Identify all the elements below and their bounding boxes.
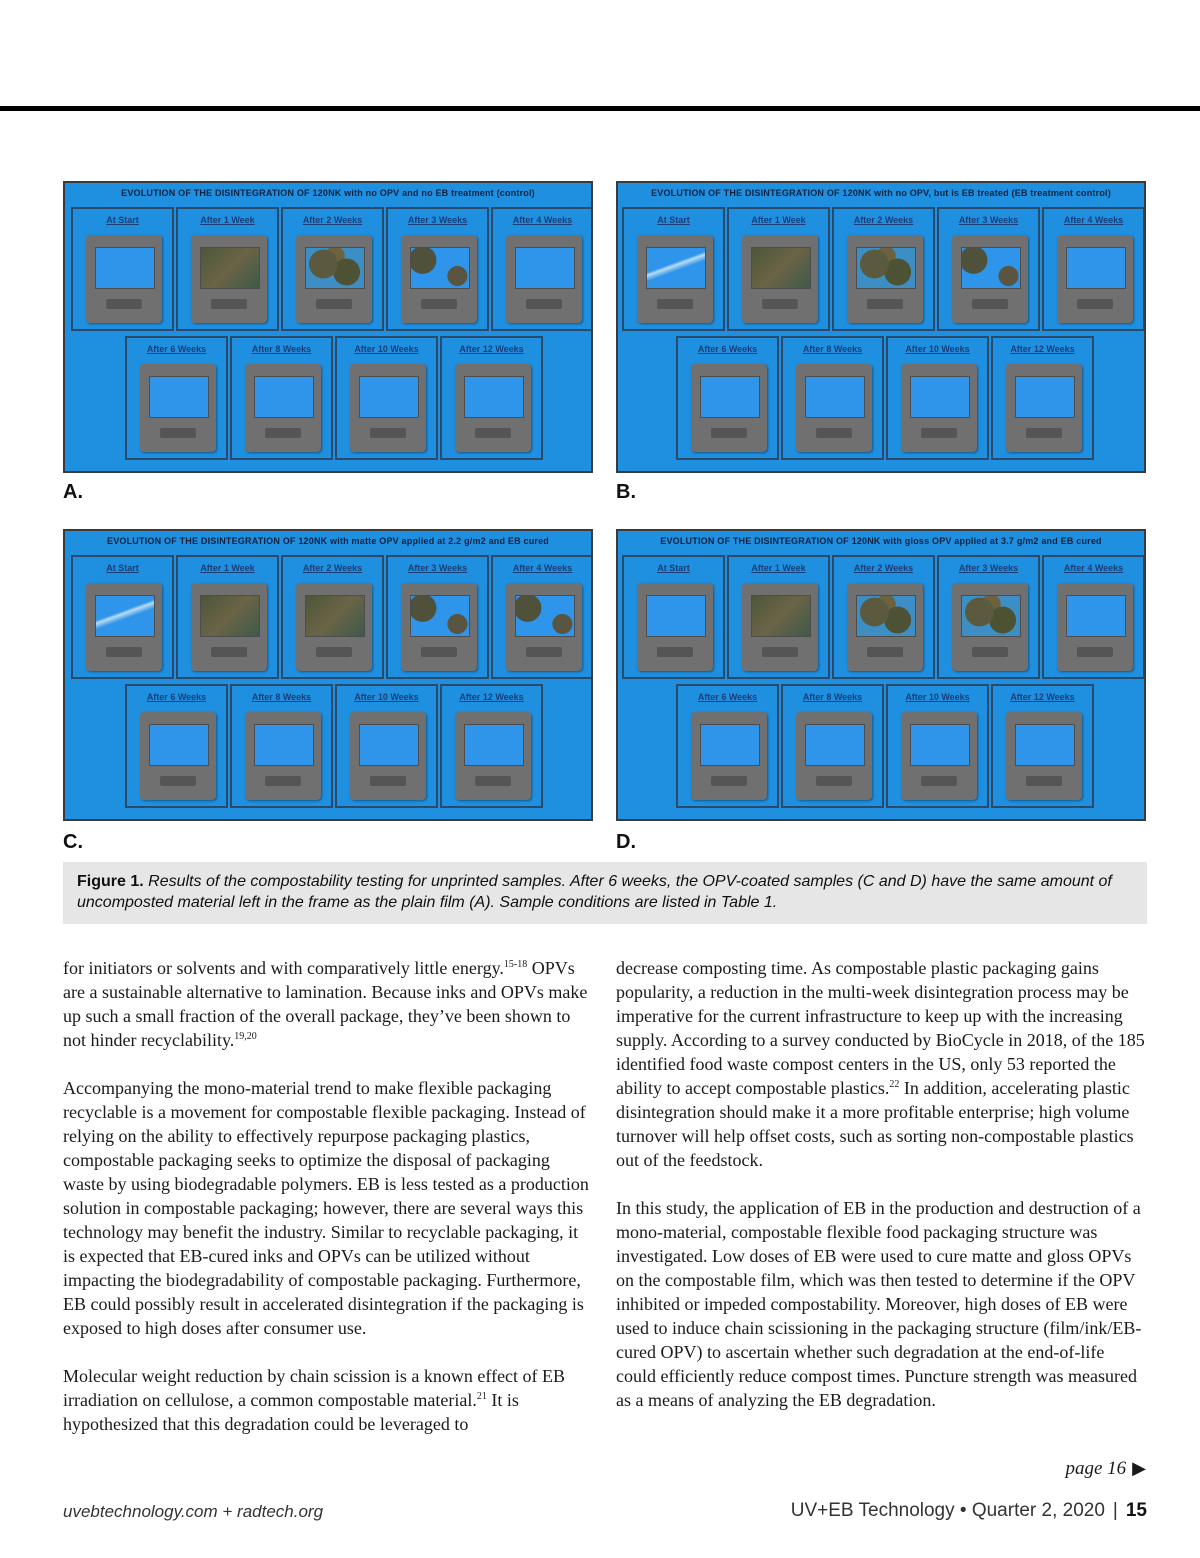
slide-frame	[1057, 235, 1133, 323]
sample-window	[95, 247, 155, 289]
cell-label: After 6 Weeks	[697, 344, 758, 354]
slide-frame	[350, 712, 426, 800]
panel-row-2	[125, 684, 545, 808]
sample-cell	[832, 207, 935, 331]
left-column	[63, 956, 593, 1460]
sample-cell	[176, 207, 279, 331]
panel-row-2	[125, 336, 545, 460]
cell-label: After 1 Week	[200, 563, 255, 573]
sample-window	[464, 724, 524, 766]
sample-window	[95, 595, 155, 637]
slide-frame	[901, 364, 977, 452]
slide-frame	[86, 583, 162, 671]
sample-cell	[886, 684, 989, 808]
panel-letter-b: B.	[616, 481, 636, 503]
right-column	[616, 956, 1146, 1436]
sample-cell	[727, 207, 830, 331]
figure-panel-c	[63, 529, 593, 821]
panel-title: EVOLUTION OF THE DISINTEGRATION OF 120NK with gloss OPV applied at 3.7 g/m2 and EB cured	[660, 536, 1102, 546]
paragraph: Molecular weight reduction by chain scission is a known effect of EB irradiation on cellulose, a common compostable material.$^{21}$ It is hypothesized that this degradation could be leveraged to	[63, 1366, 566, 1434]
citation: 22	[889, 1079, 900, 1090]
sample-window	[1015, 724, 1075, 766]
cell-label: After 12 Weeks	[459, 344, 524, 354]
panel-row-2	[676, 336, 1096, 460]
sample-window	[910, 376, 970, 418]
cell-label: After 8 Weeks	[802, 344, 863, 354]
panel-letter-d: D.	[616, 831, 636, 853]
citation: 19,20	[234, 1031, 257, 1042]
sample-window	[646, 595, 706, 637]
slide-frame	[191, 235, 267, 323]
slide-frame	[191, 583, 267, 671]
figure-panel-d	[616, 529, 1146, 821]
sample-cell	[71, 555, 174, 679]
sample-cell	[676, 684, 779, 808]
sample-cell	[491, 555, 593, 679]
slide-frame	[506, 235, 582, 323]
sample-window	[149, 376, 209, 418]
cell-label: After 4 Weeks	[1063, 563, 1124, 573]
slide-frame	[140, 364, 216, 452]
top-rule	[0, 106, 1200, 111]
cell-label: After 3 Weeks	[407, 215, 468, 225]
cell-label: After 10 Weeks	[905, 344, 970, 354]
sample-cell	[781, 684, 884, 808]
slide-frame	[350, 364, 426, 452]
citation: 21	[476, 1391, 487, 1402]
sample-cell	[781, 336, 884, 460]
cell-label: After 6 Weeks	[697, 692, 758, 702]
slide-frame	[86, 235, 162, 323]
caption-label: Figure 1.	[77, 873, 144, 890]
sample-window	[856, 247, 916, 289]
sample-window	[805, 376, 865, 418]
panel-title: EVOLUTION OF THE DISINTEGRATION OF 120NK with no OPV, but is EB treated (EB treatment control)	[651, 188, 1111, 198]
cell-label: At Start	[106, 215, 139, 225]
slide-frame	[952, 235, 1028, 323]
sample-cell	[230, 684, 333, 808]
cell-label: After 6 Weeks	[146, 692, 207, 702]
sample-window	[700, 724, 760, 766]
paragraph: decrease composting time. As compostable plastic packaging gains popularity, a reduction in the multi-week disintegration process may be imperative for the current infrastructure to keep up with the increasing supply. According to a survey conducted by BioCycle in 2018, of the 185 identified food waste compost centers in the US, only 53 reported the ability to accept compostable plastics.$^{22}$ In addition, accelerating plastic disintegration should make it a more profitable enterprise; high volume turnover will help offset costs, such as sorting non-compostable plastics out of the feedstock.	[616, 958, 1145, 1170]
footer-websites: uvebtechnology.com + radtech.org	[63, 1502, 324, 1521]
panel-letter-c: C.	[63, 831, 83, 853]
sample-window	[359, 724, 419, 766]
panel-row-1	[71, 207, 593, 331]
cell-label: After 1 Week	[751, 563, 806, 573]
slide-frame	[401, 235, 477, 323]
sample-window	[515, 247, 575, 289]
slide-frame	[455, 364, 531, 452]
citation: 15-18	[503, 959, 528, 970]
sample-window	[1015, 376, 1075, 418]
sample-window	[149, 724, 209, 766]
sample-window	[856, 595, 916, 637]
slide-frame	[742, 235, 818, 323]
cell-label: After 1 Week	[751, 215, 806, 225]
cell-label: After 4 Weeks	[512, 215, 573, 225]
sample-window	[305, 247, 365, 289]
slide-frame	[691, 364, 767, 452]
cell-label: After 10 Weeks	[905, 692, 970, 702]
cell-label: After 12 Weeks	[1010, 692, 1075, 702]
sample-cell	[886, 336, 989, 460]
paragraph: for initiators or solvents and with comparatively little energy.$^{15-18}$ OPVs are a sustainable alternative to lamination. Because inks and OPVs make up such a small fraction of the overall package, they’ve been shown to not hinder recyclability.$^{19,20}$	[63, 958, 588, 1050]
slide-frame	[742, 583, 818, 671]
panel-row-1	[71, 555, 593, 679]
sample-cell	[281, 207, 384, 331]
sample-cell	[230, 336, 333, 460]
panel-row-1	[622, 207, 1146, 331]
panel-letter-a: A.	[63, 481, 83, 503]
cell-label: After 1 Week	[200, 215, 255, 225]
slide-frame	[1057, 583, 1133, 671]
sample-cell	[491, 207, 593, 331]
cell-label: After 8 Weeks	[251, 692, 312, 702]
panel-title: EVOLUTION OF THE DISINTEGRATION OF 120NK with no OPV and no EB treatment (control)	[121, 188, 535, 198]
sample-window	[646, 247, 706, 289]
sample-window	[1066, 247, 1126, 289]
slide-frame	[506, 583, 582, 671]
sample-cell	[386, 555, 489, 679]
slide-frame	[847, 583, 923, 671]
paragraph: Accompanying the mono-material trend to make flexible packaging recyclable is a movement for compostable flexible packaging. Instead of relying on the ability to effectively repurpose packaging plastics, compostable packaging seeks to optimize the disposal of packaging waste by using biodegradable polymers. EB is less tested as a production solution in compostable packaging; however, there are several ways this technology may benefit the industry. Similar to recyclable packaging, it is expected that EB-cured inks and OPVs can be utilized without impacting the biodegradability of compostable packaging. Furthermore, EB could possibly result in accelerated disintegration if the packaging is exposed to high doses after consumer use.	[63, 1078, 589, 1338]
panel-title: EVOLUTION OF THE DISINTEGRATION OF 120NK with matte OPV applied at 2.2 g/m2 and EB cured	[107, 536, 549, 546]
sample-window	[961, 247, 1021, 289]
sample-cell	[440, 684, 543, 808]
sample-cell	[622, 207, 725, 331]
sample-cell	[937, 555, 1040, 679]
cell-label: At Start	[657, 563, 690, 573]
slide-frame	[847, 235, 923, 323]
continued-on-page-link[interactable]	[1065, 1458, 1146, 1480]
footer-separator: |	[1112, 1500, 1118, 1521]
sample-window	[515, 595, 575, 637]
sample-cell	[727, 555, 830, 679]
sample-window	[200, 247, 260, 289]
cell-label: After 12 Weeks	[1010, 344, 1075, 354]
figure-panel-a	[63, 181, 593, 473]
sample-window	[305, 595, 365, 637]
paragraph: In this study, the application of EB in the production and destruction of a mono-material, compostable flexible food packaging structure was investigated. Low doses of EB were used to cure matte and gloss OPVs on the compostable film, which was then tested to determine if the OPV inhibited or impeded compostability. Moreover, high doses of EB were used to induce chain scissioning in the packaging structure (film/ink/EB-cured OPV) to ascertain whether such degradation at the end-of-life could efficiently reduce compost times. Puncture strength was measured as a means of analyzing the EB degradation.	[616, 1198, 1142, 1410]
sample-cell	[281, 555, 384, 679]
figure-panel-b	[616, 181, 1146, 473]
slide-frame	[637, 583, 713, 671]
panel-row-1	[622, 555, 1146, 679]
slide-frame	[245, 712, 321, 800]
slide-frame	[796, 712, 872, 800]
sample-window	[751, 247, 811, 289]
sample-cell	[125, 336, 228, 460]
sample-window	[961, 595, 1021, 637]
sample-window	[700, 376, 760, 418]
cell-label: After 12 Weeks	[459, 692, 524, 702]
sample-cell	[335, 336, 438, 460]
page-number: 15	[1125, 1500, 1147, 1521]
publication-name: UV+EB Technology • Quarter 2, 2020	[790, 1500, 1105, 1521]
sample-cell	[676, 336, 779, 460]
figure-caption	[63, 862, 1147, 924]
cell-label: After 3 Weeks	[407, 563, 468, 573]
cell-label: After 3 Weeks	[958, 563, 1019, 573]
continued-text: page 16	[1065, 1458, 1127, 1479]
sample-window	[410, 247, 470, 289]
slide-frame	[245, 364, 321, 452]
footer-publication	[791, 1500, 1147, 1522]
sample-window	[254, 724, 314, 766]
slide-frame	[691, 712, 767, 800]
sample-cell	[622, 555, 725, 679]
sample-window	[359, 376, 419, 418]
sample-window	[751, 595, 811, 637]
slide-frame	[401, 583, 477, 671]
slide-frame	[140, 712, 216, 800]
slide-frame	[901, 712, 977, 800]
cell-label: After 2 Weeks	[853, 563, 914, 573]
slide-frame	[296, 235, 372, 323]
cell-label: After 3 Weeks	[958, 215, 1019, 225]
sample-cell	[832, 555, 935, 679]
slide-frame	[952, 583, 1028, 671]
cell-label: After 4 Weeks	[1063, 215, 1124, 225]
cell-label: After 2 Weeks	[853, 215, 914, 225]
sample-cell	[991, 336, 1094, 460]
cell-label: After 10 Weeks	[354, 344, 419, 354]
sample-cell	[1042, 207, 1145, 331]
sample-cell	[937, 207, 1040, 331]
sample-cell	[125, 684, 228, 808]
cell-label: After 2 Weeks	[302, 215, 363, 225]
sample-window	[200, 595, 260, 637]
sample-cell	[71, 207, 174, 331]
sample-cell	[176, 555, 279, 679]
sample-window	[910, 724, 970, 766]
cell-label: After 2 Weeks	[302, 563, 363, 573]
cell-label: After 6 Weeks	[146, 344, 207, 354]
sample-window	[1066, 595, 1126, 637]
sample-window	[805, 724, 865, 766]
sample-cell	[1042, 555, 1145, 679]
cell-label: At Start	[106, 563, 139, 573]
sample-window	[254, 376, 314, 418]
slide-frame	[637, 235, 713, 323]
slide-frame	[796, 364, 872, 452]
sample-window	[410, 595, 470, 637]
cell-label: After 8 Weeks	[802, 692, 863, 702]
sample-cell	[335, 684, 438, 808]
sample-cell	[440, 336, 543, 460]
slide-frame	[1006, 712, 1082, 800]
cell-label: After 8 Weeks	[251, 344, 312, 354]
caption-text: Results of the compostability testing for unprinted samples. After 6 weeks, the OPV-coated samples (C and D) have the same amount of uncomposted material left in the frame as the plain film (A). Sample conditions are listed in Table 1.	[77, 873, 1112, 911]
slide-frame	[1006, 364, 1082, 452]
right-arrow-icon: ▶	[1132, 1458, 1146, 1478]
cell-label: After 10 Weeks	[354, 692, 419, 702]
panel-row-2	[676, 684, 1096, 808]
cell-label: After 4 Weeks	[512, 563, 573, 573]
slide-frame	[296, 583, 372, 671]
sample-cell	[386, 207, 489, 331]
slide-frame	[455, 712, 531, 800]
sample-cell	[991, 684, 1094, 808]
sample-window	[464, 376, 524, 418]
cell-label: At Start	[657, 215, 690, 225]
